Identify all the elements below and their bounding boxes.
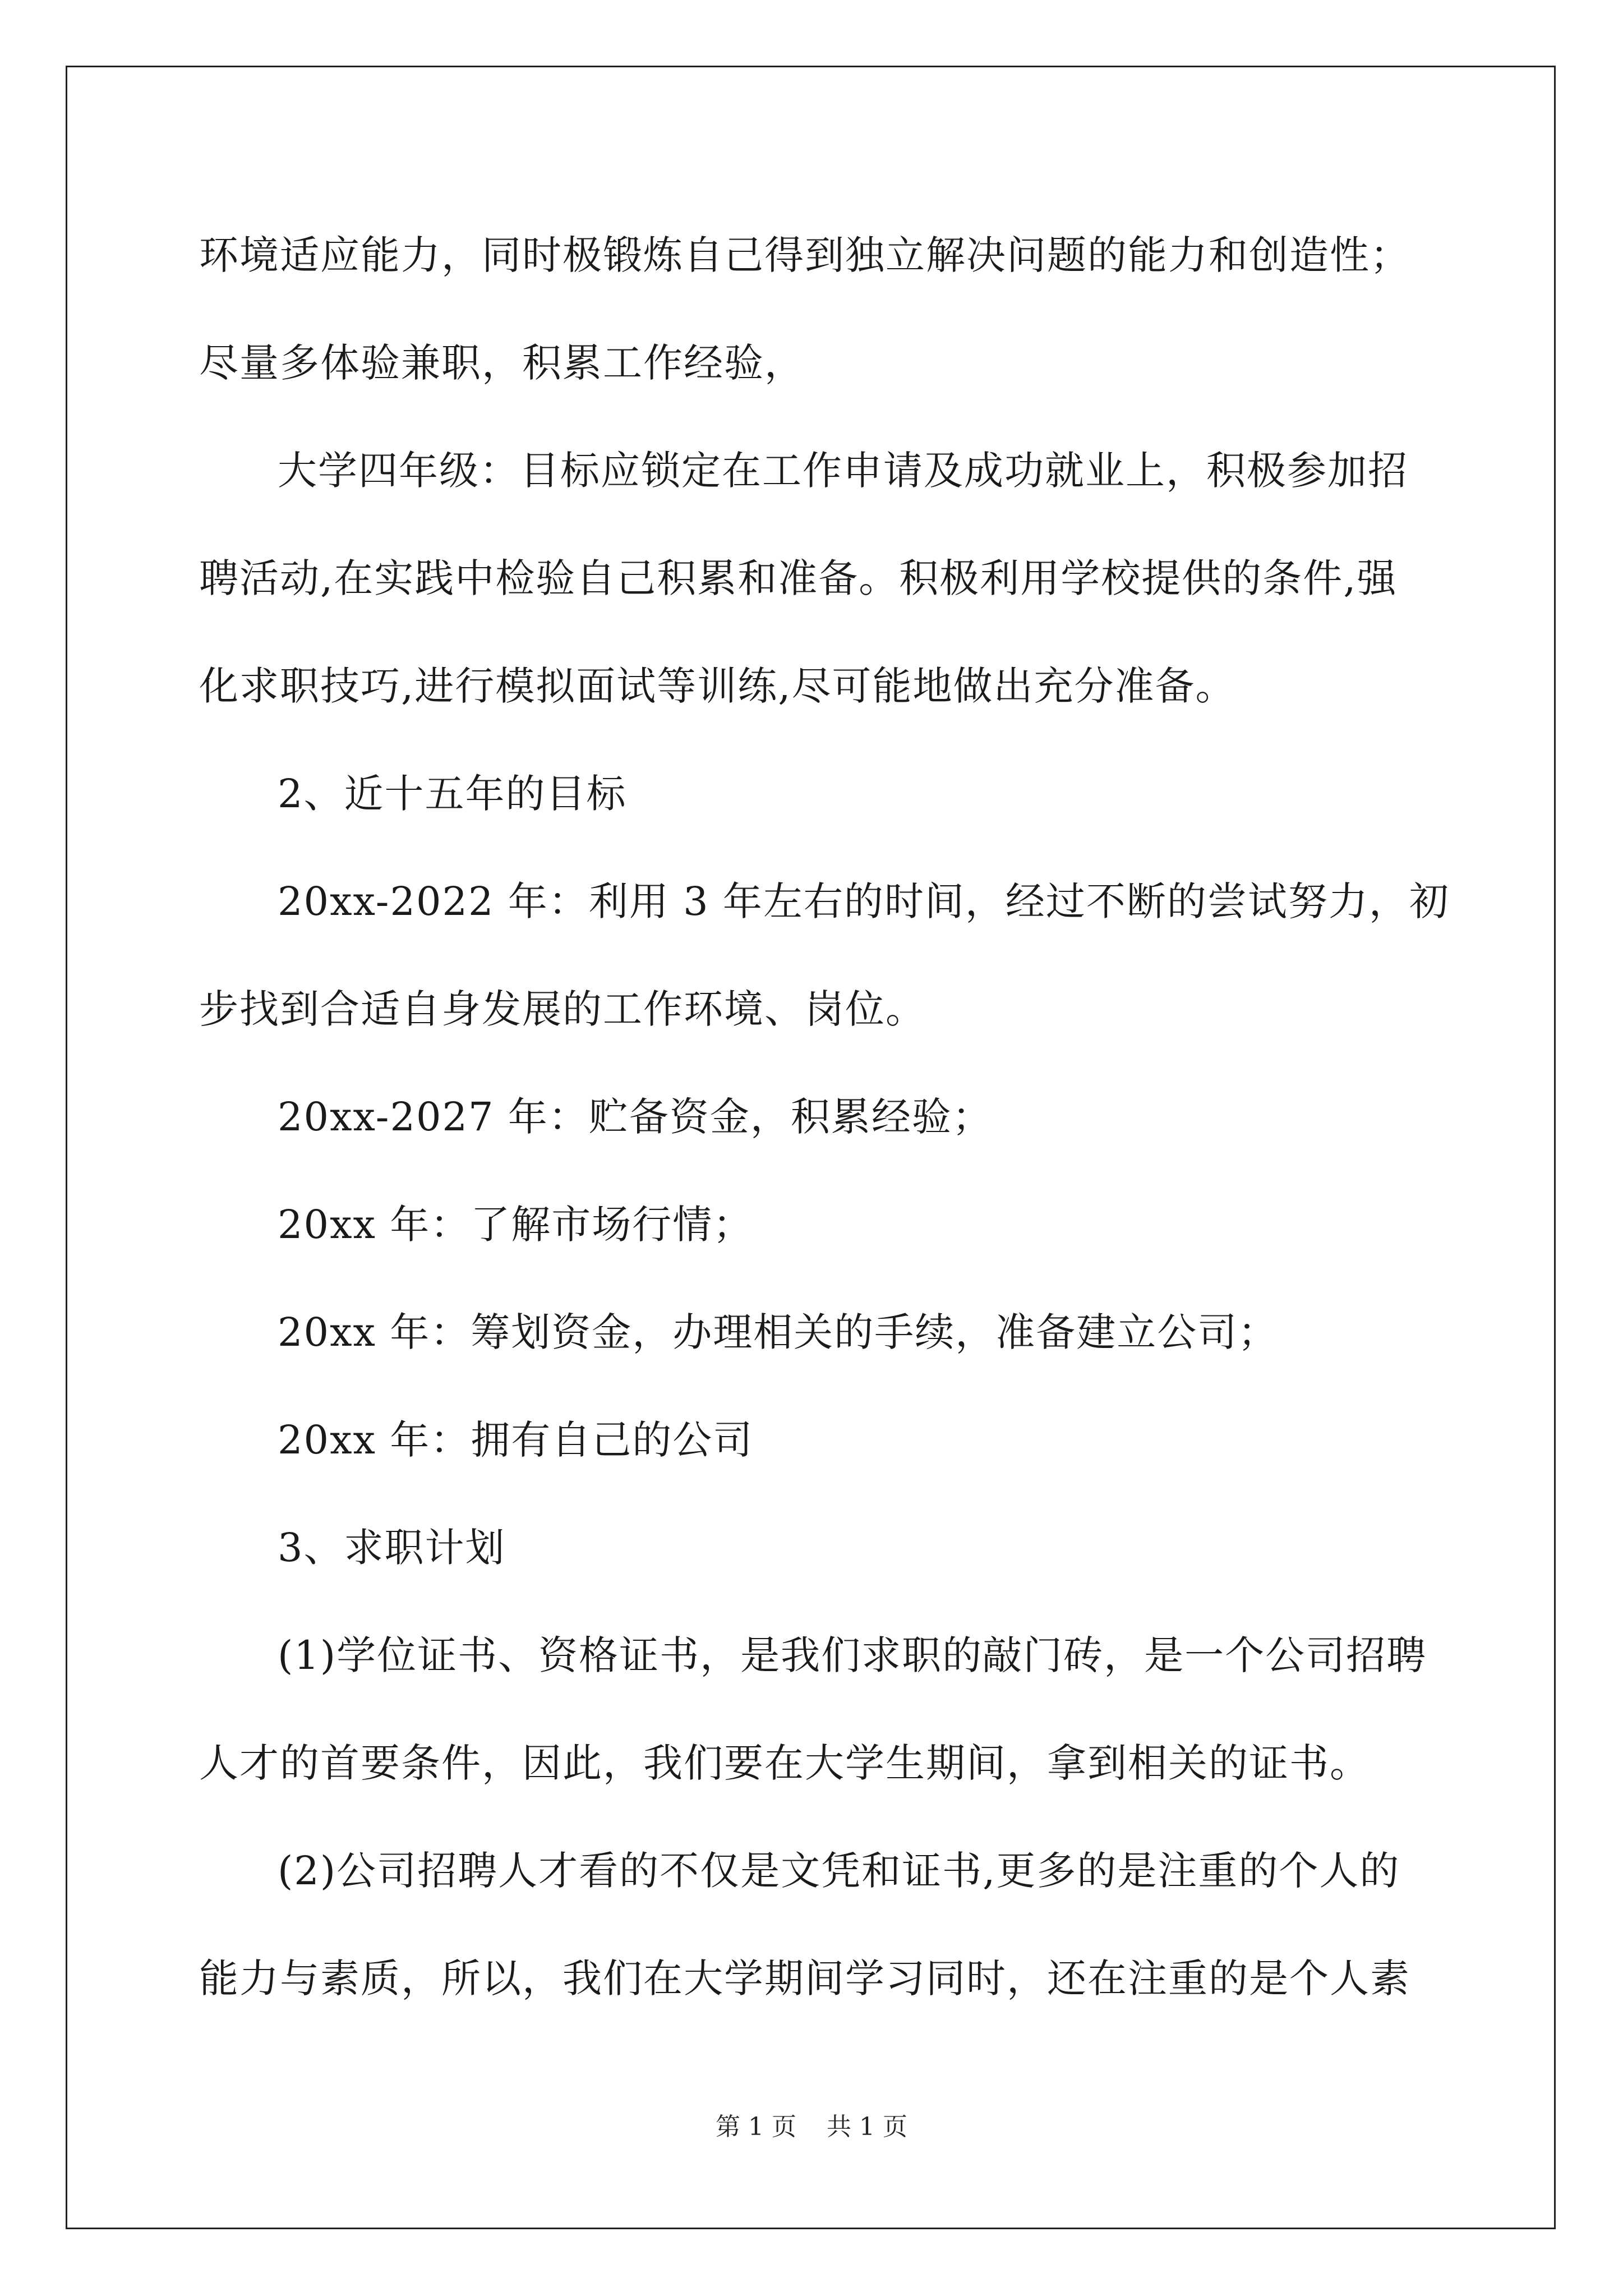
page-number-total: 共 1 页 bbox=[827, 2113, 907, 2141]
text-line: 人才的首要条件，因此，我们要在大学生期间，拿到相关的证书。 bbox=[199, 1740, 1370, 1786]
text-line: (2)公司招聘人才看的不仅是文凭和证书,更多的是注重的个人的 bbox=[278, 1848, 1400, 1894]
text-line: 聘活动,在实践中检验自己积累和准备。积极利用学校提供的条件,强 bbox=[199, 555, 1398, 601]
text-line: (1)学位证书、资格证书，是我们求职的敲门砖，是一个公司招聘 bbox=[278, 1632, 1427, 1678]
text-line: 20xx-2027 年：贮备资金，积累经验； bbox=[278, 1094, 993, 1140]
section-heading: 2、近十五年的目标 bbox=[278, 771, 627, 817]
page-number-current: 第 1 页 bbox=[716, 2113, 796, 2141]
section-heading: 3、求职计划 bbox=[278, 1525, 506, 1571]
text-line: 化求职技巧,进行模拟面试等训练,尽可能地做出充分准备。 bbox=[199, 663, 1236, 709]
text-line: 尽量多体验兼职，积累工作经验， bbox=[199, 340, 805, 386]
text-line: 20xx 年：拥有自己的公司 bbox=[278, 1417, 754, 1463]
text-line: 20xx 年：了解市场行情； bbox=[278, 1202, 754, 1248]
text-line: 环境适应能力，同时极锻炼自己得到独立解决问题的能力和创造性； bbox=[199, 232, 1410, 278]
text-line: 20xx-2022 年：利用 3 年左右的时间，经过不断的尝试努力，初 bbox=[278, 878, 1450, 924]
document-body bbox=[199, 210, 1450, 2041]
text-line: 20xx 年：筹划资金，办理相关的手续，准备建立公司； bbox=[278, 1309, 1279, 1355]
text-line: 步找到合适自身发展的工作环境、岗位。 bbox=[199, 986, 926, 1032]
text-line: 能力与素质，所以，我们在大学期间学习同时，还在注重的是个人素 bbox=[199, 1955, 1410, 2001]
page-footer bbox=[0, 2106, 1623, 2142]
text-line: 大学四年级：目标应锁定在工作申请及成功就业上，积极参加招 bbox=[278, 448, 1408, 494]
